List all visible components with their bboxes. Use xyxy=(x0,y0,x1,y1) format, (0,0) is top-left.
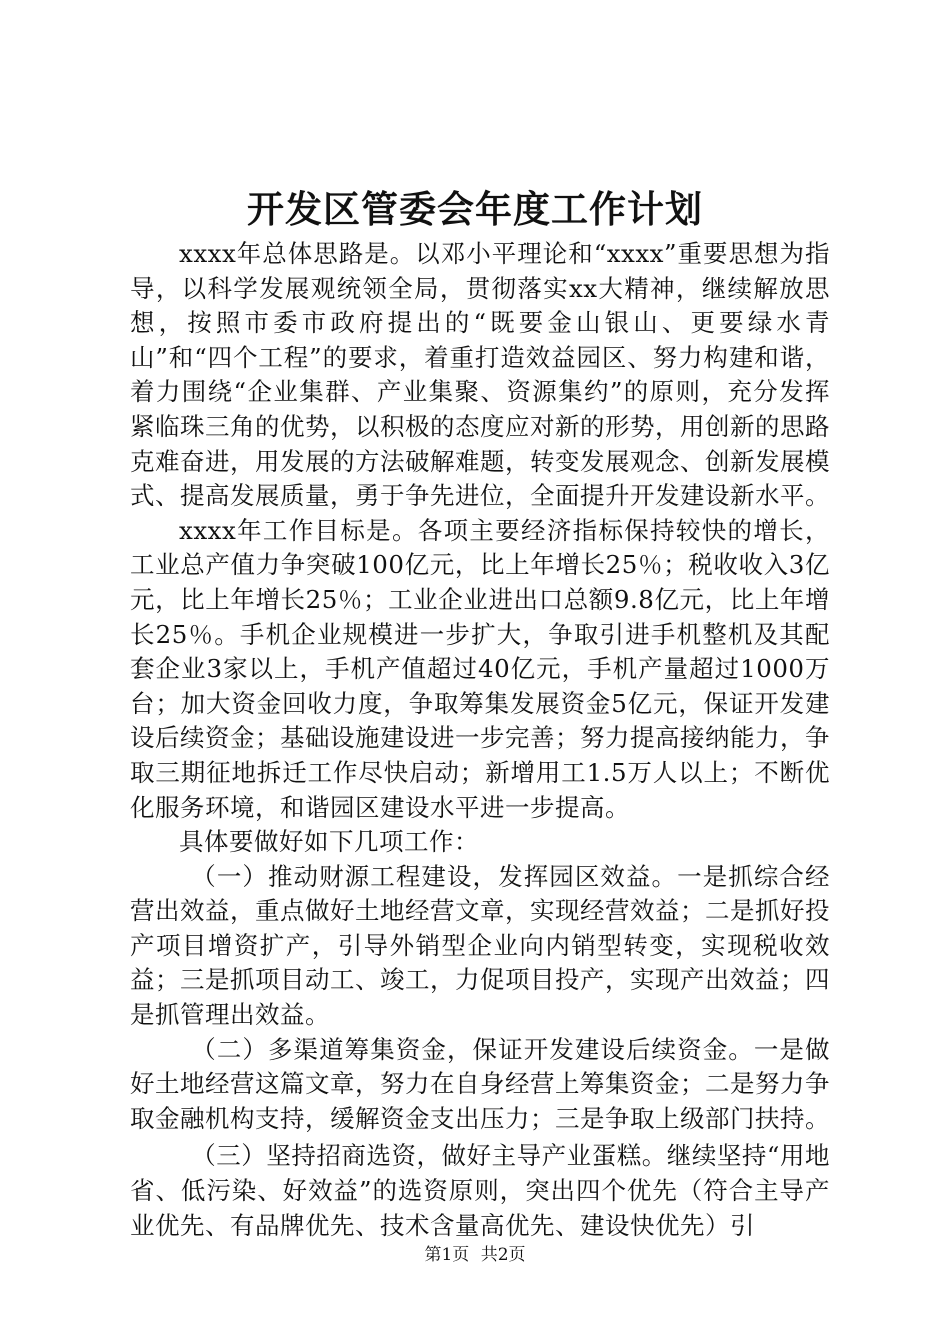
paragraph-task-3: （三）坚持招商选资，做好主导产业蛋糕。继续坚持“用地省、低污染、好效益”的选资原则，突出四个优先（符合主导产业优先、有品牌优先、技术含量高优先、建设快优先）引 xyxy=(130,1141,830,1240)
document-body xyxy=(130,237,830,1243)
paragraph-task-2: （二）多渠道筹集资金，保证开发建设后续资金。一是做好土地经营这篇文章，努力在自身经营上筹集资金；二是努力争取金融机构支持，缓解资金支出压力；三是争取上级部门扶持。 xyxy=(130,1034,830,1133)
paragraph-tasks-intro: 具体要做好如下几项工作： xyxy=(179,827,479,857)
paragraph-overall-approach: xxxx年总体思路是。以邓小平理论和“xxxx”重要思想为指导，以科学发展观统领全局，贯彻落实xx大精神，继续解放思想，按照市委市政府提出的“既要金山银山、更要绿水青山”和“四个工程”的要求，着重打造效益园区、努力构建和谐，着力围绕“企业集群、产业集聚、资源集约”的原则，充分发挥紧临珠三角的优势，以积极的态度应对新的形势，用创新的思路克难奋进，用发展的方法破解难题，转变发展观念、创新发展模式、提高发展质量，勇于争先进位，全面提升开发建设新水平。 xyxy=(130,239,830,511)
paragraph-work-goals: xxxx年工作目标是。各项主要经济指标保持较快的增长，工业总产值力争突破100亿元，比上年增长25％；税收收入3亿元，比上年增长25％；工业企业进出口总额9.8亿元，比上年增长25％。手机企业规模进一步扩大，争取引进手机整机及其配套企业3家以上，手机产值超过40亿元，手机产量超过1000万台；加大资金回收力度，争取筹集发展资金5亿元，保证开发建设后续资金；基础设施建设进一步完善；努力提高接纳能力，争取三期征地拆迁工作尽快启动；新增用工1.5万人以上；不断优化服务环境，和谐园区建设水平进一步提高。 xyxy=(130,515,830,822)
paragraph-task-1: （一）推动财源工程建设，发挥园区效益。一是抓综合经营出效益，重点做好土地经营文章，实现经营效益；二是抓好投产项目增资扩产，引导外销型企业向内销型转变，实现税收效益；三是抓项目动工、竣工，力促项目投产，实现产出效益；四是抓管理出效益。 xyxy=(130,861,830,1030)
document-title: 开发区管委会年度工作计划 xyxy=(247,187,703,231)
page-number-footer: 第1页 共2页 xyxy=(424,1245,526,1265)
